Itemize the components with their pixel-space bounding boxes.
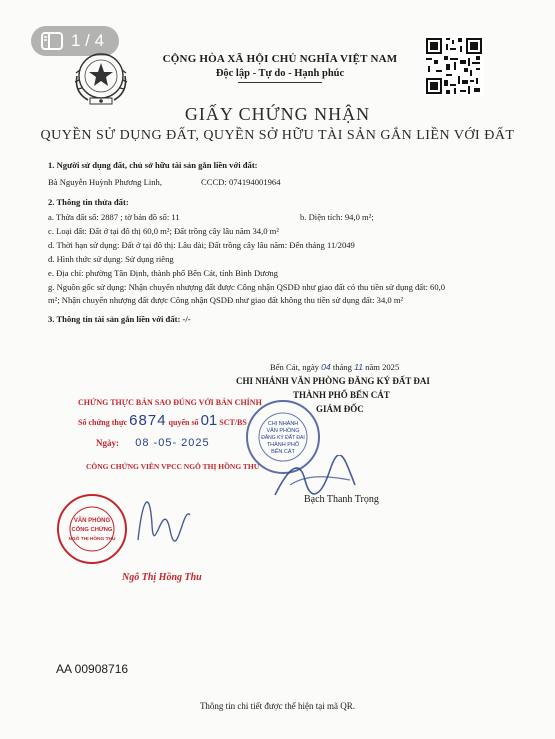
notary-name: Ngô Thị Hồng Thu [122, 572, 202, 583]
parcel-number: a. Thửa đất số: 2887 ; tờ bản đồ số: 11 [48, 212, 180, 222]
page-number-text: 1 / 4 [71, 31, 105, 50]
svg-text:ĐĂNG KÝ ĐẤT ĐAI: ĐĂNG KÝ ĐẤT ĐAI [261, 435, 305, 441]
svg-text:CÔNG CHỨNG: CÔNG CHỨNG [71, 527, 113, 533]
owner-cccd: CCCD: 074194001964 [201, 177, 281, 187]
svg-text:NGÔ THỊ HỒNG THU: NGÔ THỊ HỒNG THU [68, 537, 116, 542]
sidebar-icon [41, 32, 63, 50]
svg-text:VĂN PHÒNG: VĂN PHÒNG [73, 518, 111, 524]
notary-seal-icon [55, 492, 129, 566]
parcel-area: b. Diện tích: 94,0 m²; [300, 212, 374, 222]
owner-name: Bà Nguyễn Huỳnh Phương Linh, [48, 177, 162, 187]
issuing-office: CHI NHÁNH VĂN PHÒNG ĐĂNG KÝ ĐẤT ĐAI [236, 376, 430, 386]
footer-note: Thông tin chi tiết được thể hiện tại mã QR. [199, 701, 356, 711]
document-title: GIẤY CHỨNG NHẬN [184, 104, 371, 124]
serial-number: AA 00908716 [56, 662, 129, 676]
national-emblem-icon [66, 46, 136, 110]
signer-name: Bạch Thanh Trọng [304, 494, 379, 505]
certification-date-row: Ngày: 08 -05- 2025 [96, 437, 210, 449]
certification-title: CHỨNG THỰC BẢN SAO ĐÚNG VỚI BẢN CHÍNH [78, 398, 262, 407]
svg-text:CHI NHÁNH: CHI NHÁNH [267, 421, 299, 427]
section2-heading: 2. Thông tin thửa đất: [48, 197, 129, 207]
certification-number-row: Số chứng thực 6874 quyển số 01 SCT/BS [78, 412, 247, 429]
svg-text:VĂN PHÒNG: VĂN PHÒNG [266, 428, 300, 434]
usage-form: đ. Hình thức sử dụng: Sử dụng riêng [48, 254, 174, 264]
usage-term: d. Thời hạn sử dụng: Đất ở tại đô thị: Lâu dài; Đất trồng cây lâu năm: Đến tháng 11/2049 [48, 240, 355, 250]
usage-origin-1: g. Nguồn gốc sử dụng: Nhận chuyển nhượng đất được Công nhận QSDĐ như giao đất có thu tiền sử dụng đất: 60,0 [48, 282, 446, 292]
issuing-city: THÀNH PHỐ BẾN CÁT [293, 390, 390, 400]
notary-office-line: CÔNG CHỨNG VIÊN VPCC NGÔ THỊ HỒNG THU [86, 462, 260, 471]
usage-origin-2: m²; Nhận chuyển nhượng đất được Công nhận QSDĐ như giao đất không thu tiền sử dụng đất: 34,0 m² [48, 295, 404, 305]
motto-underline [238, 82, 322, 83]
svg-text:THÀNH PHỐ: THÀNH PHỐ [266, 442, 300, 448]
section1-heading: 1. Người sử dụng đất, chủ sở hữu tài sản gắn liền với đất: [48, 160, 258, 170]
svg-text:BẾN CÁT: BẾN CÁT [271, 449, 295, 455]
signing-date: Bến Cát, ngày 04 tháng 11 năm 2025 [270, 362, 400, 372]
motto: Độc lập - Tự do - Hạnh phúc [215, 68, 345, 79]
document-subtitle: QUYỀN SỬ DỤNG ĐẤT, QUYỀN SỞ HỮU TÀI SẢN GẮN LIỀN VỚI ĐẤT [40, 128, 515, 143]
land-type: c. Loại đất: Đất ở tại đô thị 60,0 m²; Đất trồng cây lâu năm 34,0 m² [48, 226, 279, 236]
signer-role: GIÁM ĐỐC [316, 404, 364, 414]
section3-heading: 3. Thông tin tài sản gắn liền với đất: -/- [48, 314, 191, 324]
nation-heading: CỘNG HÒA XÃ HỘI CHỦ NGHĨA VIỆT NAM [162, 53, 398, 65]
qr-code-icon [424, 36, 484, 96]
notary-signature-icon [128, 485, 198, 550]
parcel-address: e. Địa chỉ: phường Tân Định, thành phố Bến Cát, tỉnh Bình Dương [48, 268, 278, 278]
